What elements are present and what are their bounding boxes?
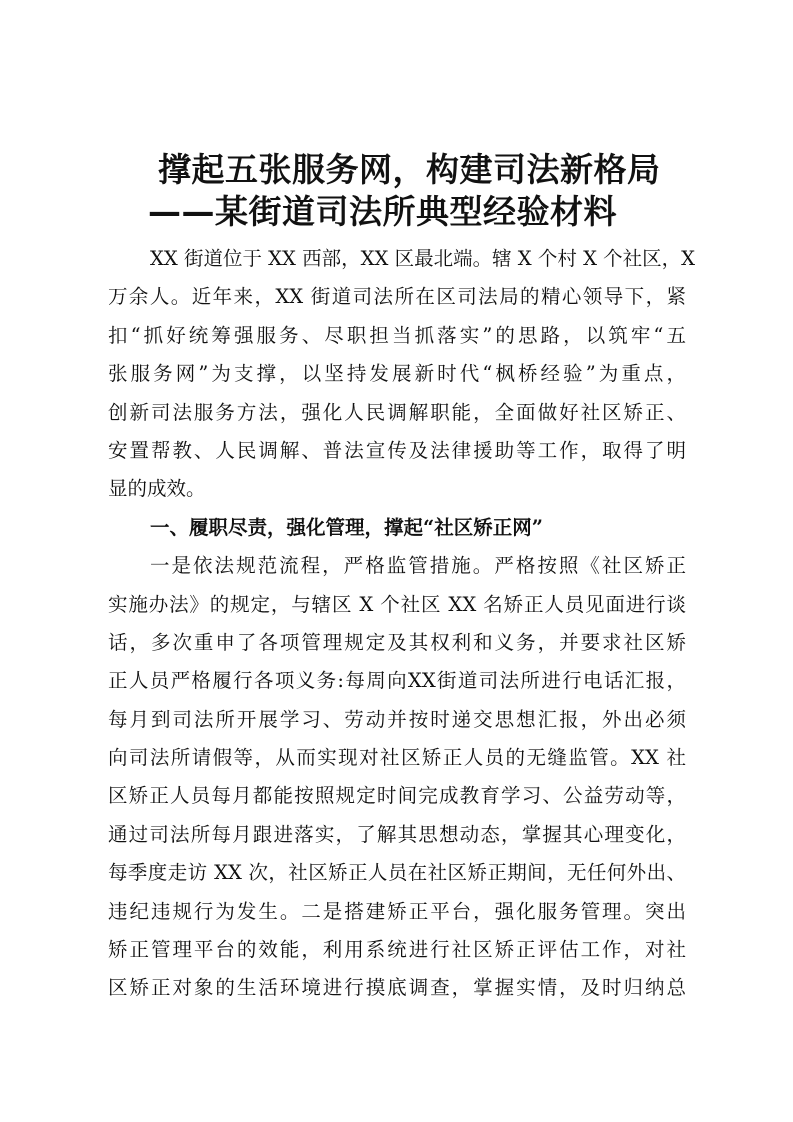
paragraph-line: 向司法所请假等，从而实现对社区矫正人员的无缝监管。XX 社: [108, 746, 686, 770]
paragraph-line: 扣“抓好统筹强服务、尽职担当抓落实”的思路，以筑牢“五: [108, 323, 686, 347]
paragraph-line: 创新司法服务方法，强化人民调解职能，全面做好社区矫正、: [108, 400, 686, 424]
paragraph-line: 区矫正人员每月都能按照规定时间完成教育学习、公益劳动等，: [108, 784, 686, 808]
paragraph-line: 区矫正对象的生活环境进行摸底调查，掌握实情，及时归纳总: [108, 976, 686, 1000]
paragraph-line: 安置帮教、人民调解、普法宣传及法律援助等工作，取得了明: [108, 438, 686, 462]
paragraph-line: 显的成效。: [108, 477, 206, 501]
paragraph-line: 每季度走访 XX 次，社区矫正人员在社区矫正期间，无任何外出、: [108, 861, 686, 885]
paragraph-line: 万余人。近年来，XX 街道司法所在区司法局的精心领导下，紧: [108, 285, 686, 309]
section-heading: 一、履职尽责，强化管理，撑起“社区矫正网”: [150, 515, 543, 539]
document-title-line1: 撑起五张服务网，构建司法新格局: [158, 150, 661, 189]
paragraph-line: 实施办法》的规定，与辖区 X 个社区 XX 名矫正人员见面进行谈: [108, 592, 686, 616]
paragraph-line: 话，多次重申了各项管理规定及其权利和义务，并要求社区矫: [108, 630, 686, 654]
document-title-line2: ——某街道司法所典型经验材料: [148, 192, 617, 231]
paragraph-line: 一是依法规范流程，严格监管措施。严格按照《社区矫正: [150, 554, 686, 578]
paragraph-line: XX 街道位于 XX 西部，XX 区最北端。辖 X 个村 X 个社区，X: [150, 247, 696, 270]
paragraph-line: 张服务网”为支撑，以坚持发展新时代“枫桥经验”为重点，: [108, 362, 686, 386]
paragraph-line: 违纪违规行为发生。二是搭建矫正平台，强化服务管理。突出: [108, 899, 686, 923]
paragraph-line: 正人员严格履行各项义务:每周向XX街道司法所进行电话汇报，: [108, 669, 686, 693]
paragraph-line: 每月到司法所开展学习、劳动并按时递交思想汇报，外出必须: [108, 707, 686, 731]
paragraph-line: 矫正管理平台的效能，利用系统进行社区矫正评估工作，对社: [108, 938, 686, 962]
paragraph-line: 通过司法所每月跟进落实，了解其思想动态，掌握其心理变化，: [108, 822, 686, 846]
document-body: [108, 240, 696, 1008]
